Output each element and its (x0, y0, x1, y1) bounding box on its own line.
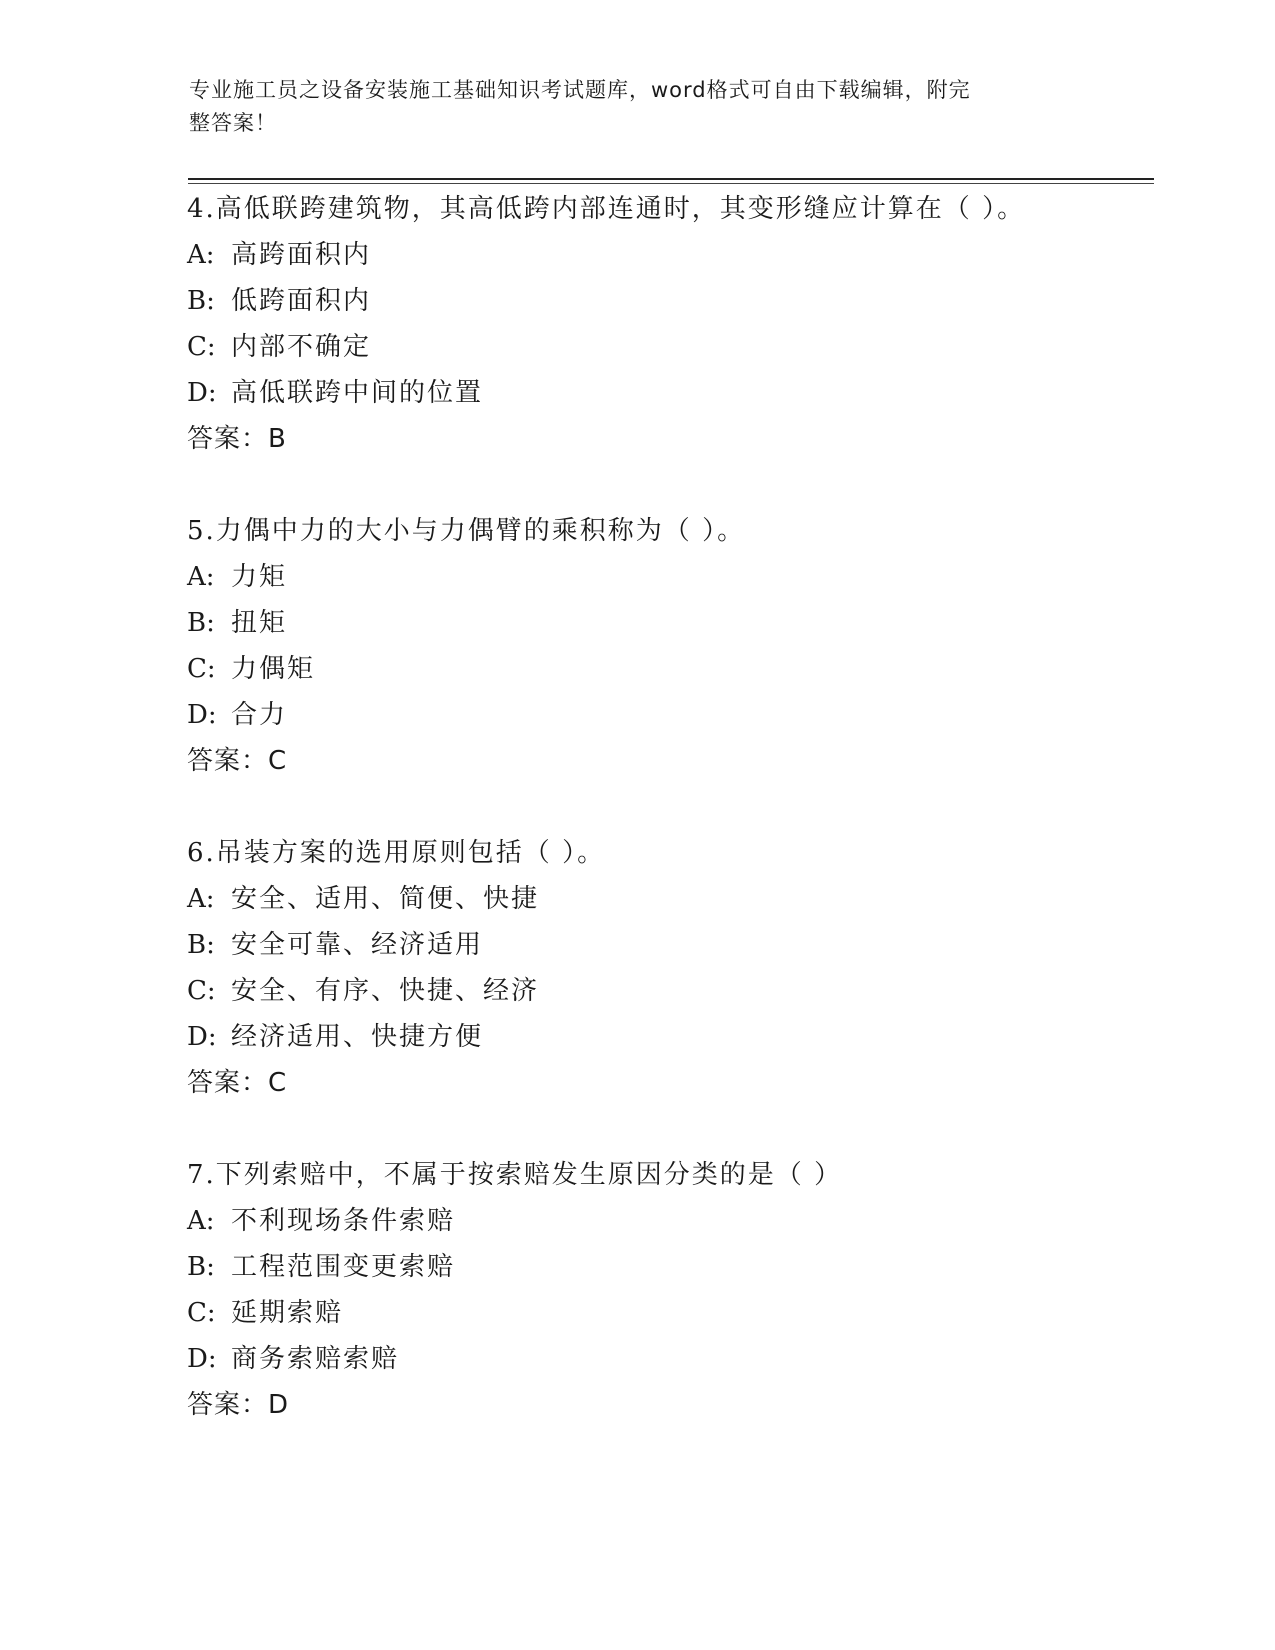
option-b (187, 278, 1147, 324)
option-c (187, 646, 1147, 692)
option-c (187, 324, 1147, 370)
option-letter: C: (187, 1298, 216, 1328)
option-d (187, 1014, 1147, 1060)
option-b (187, 1244, 1147, 1290)
answer-line: 答案：C (187, 1068, 288, 1098)
option-a (187, 232, 1147, 278)
option-letter: A: (187, 1206, 215, 1236)
option-letter: D: (187, 1022, 217, 1052)
option-text: 延期索赔 (231, 1298, 344, 1328)
option-text: 安全、有序、快捷、经济 (231, 976, 540, 1006)
option-letter: A: (187, 240, 215, 270)
header-divider-thick (188, 178, 1154, 180)
option-text: 经济适用、快捷方便 (231, 1022, 484, 1052)
option-text: 工程范围变更索赔 (231, 1252, 456, 1282)
option-c (187, 968, 1147, 1014)
option-d (187, 692, 1147, 738)
option-letter: D: (187, 700, 217, 730)
option-letter: B: (187, 286, 215, 316)
option-letter: A: (187, 884, 215, 914)
header-divider-thin (188, 183, 1154, 184)
option-text: 高跨面积内 (231, 240, 372, 270)
option-a (187, 1198, 1147, 1244)
question-stem: 4.高低联跨建筑物，其高低跨内部连通时，其变形缝应计算在（ ）。 (187, 194, 1026, 224)
option-d (187, 1336, 1147, 1382)
question-block (187, 1152, 1147, 1428)
option-text: 内部不确定 (231, 332, 372, 362)
option-letter: B: (187, 1252, 215, 1282)
question-stem: 7.下列索赔中，不属于按索赔发生原因分类的是（ ） (187, 1160, 843, 1190)
document-header (189, 74, 1069, 140)
option-text: 高低联跨中间的位置 (231, 378, 484, 408)
option-text: 安全可靠、经济适用 (231, 930, 484, 960)
option-d (187, 370, 1147, 416)
option-letter: B: (187, 608, 215, 638)
option-text: 合力 (231, 700, 288, 730)
option-letter: C: (187, 654, 216, 684)
answer-line: 答案：D (187, 1390, 290, 1420)
option-b (187, 600, 1147, 646)
option-text: 扭矩 (231, 608, 288, 638)
option-letter: B: (187, 930, 215, 960)
option-c (187, 1290, 1147, 1336)
option-a (187, 554, 1147, 600)
question-stem: 5.力偶中力的大小与力偶臂的乘积称为（ ）。 (187, 516, 746, 546)
option-text: 不利现场条件索赔 (231, 1206, 456, 1236)
option-a (187, 876, 1147, 922)
option-letter: C: (187, 976, 216, 1006)
option-letter: D: (187, 1344, 217, 1374)
option-text: 低跨面积内 (231, 286, 372, 316)
header-line-1: 专业施工员之设备安装施工基础知识考试题库，word格式可自由下载编辑，附完 (189, 78, 971, 102)
question-stem: 6.吊装方案的选用原则包括（ ）。 (187, 838, 606, 868)
answer-line: 答案：B (187, 424, 287, 454)
option-letter: D: (187, 378, 217, 408)
question-block (187, 186, 1147, 462)
option-text: 力矩 (231, 562, 288, 592)
option-text: 力偶矩 (231, 654, 316, 684)
option-text: 安全、适用、简便、快捷 (231, 884, 540, 914)
question-block (187, 830, 1147, 1106)
option-letter: C: (187, 332, 216, 362)
option-letter: A: (187, 562, 215, 592)
option-text: 商务索赔索赔 (231, 1344, 400, 1374)
question-block (187, 508, 1147, 784)
option-b (187, 922, 1147, 968)
answer-line: 答案：C (187, 746, 288, 776)
header-line-2: 整答案！ (189, 111, 277, 135)
